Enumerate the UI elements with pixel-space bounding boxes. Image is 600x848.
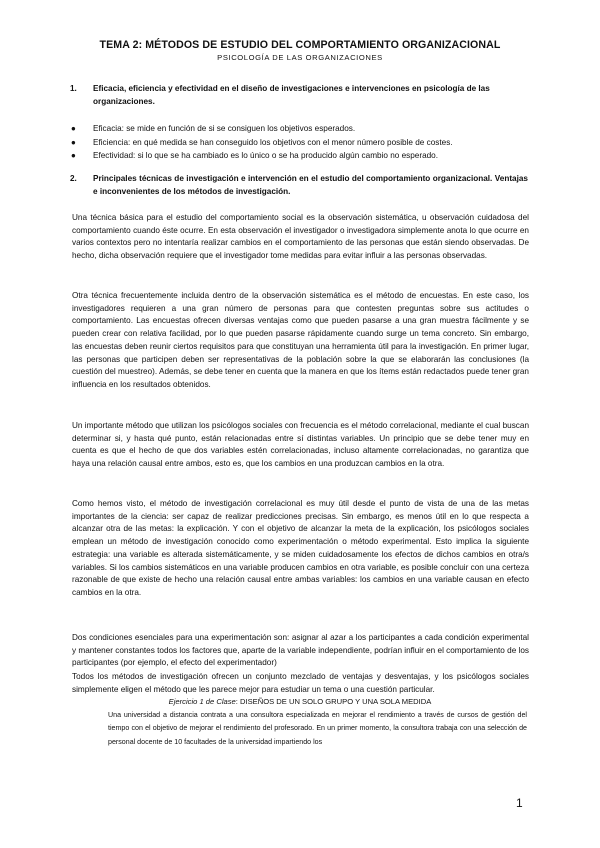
list-item <box>70 173 528 198</box>
exercise-label: Ejercicio 1 de Clase <box>168 697 236 706</box>
paragraph-encuestas: Otra técnica frecuentemente incluida dentro de la observación sistemática es el método de encuestas. En este caso, los investigadores requieren a una gran número de personas para que contesten preguntas sobre sus actitudes o comportamiento. Las encuestas ofrecen diversas ventajas como que pueden pasarse a una gran muestra fácilmente y se pueden crear con relativa facilidad, por lo que pueden pasarse rápidamente cuando surge un tema concreto. Sin embargo, las encuestas deben reunir ciertos requisitos para que constituyan una herramienta útil para la investigación. En primer lugar, las personas que participen deben ser representativas de la población sobre la que se elaborarán las conclusiones (la cuestión del muestreo). Además, se debe tener en cuenta que la manera en que los ítems están redactados puede tener gran influencia en los resultados obtenidos. <box>72 291 529 389</box>
exercise-separator: : <box>235 697 241 706</box>
paragraph-experimental: Como hemos visto, el método de investigación correlacional es muy útil desde el punto de vista de una de las metas importantes de la ciencia: ser capaz de realizar predicciones precisas. Sin embargo, es menos útil en lo que respecta a alcanzar otra de las metas: la explicación. Y con el objetivo de alcanzar la meta de la explicación, los psicólogos sociales emplean un método de investigación conocido como experimentación o método experimental. Esto implica la siguiente estrategia: una variable es alterada sistemáticamente, y se miden cuidadosamente los efectos de dichos cambios en otra/s variables. Si los cambios sistemáticos en una variable producen cambios en otra variable, es posible concluir con una certeza razonable de que existe de hecho una relación causal entre ambas variables: los cambios en una variable causan en efecto cambios en la otra. <box>72 499 529 597</box>
list-item-text: Principales técnicas de investigación e intervención en el estudio del comportamiento organizacional. Ventajas e inconvenientes de los métodos de investigación. <box>93 174 528 196</box>
paragraph-conclusion: Todos los métodos de investigación ofrecen un conjunto mezclado de ventajas y desventajas, y los psicólogos sociales simplemente eligen el método que les parece mejor para estudiar un tema o una cuestión particular. <box>72 672 529 694</box>
bullet-icon: ● <box>71 124 76 133</box>
paragraph-observacion: Una técnica básica para el estudio del comportamiento social es la observación sistemática, u observación cuidadosa del comportamiento cuando éste ocurre. En esta observación el investigador o investigadora simplemente anota lo que ocurre en varios contextos pero no intentaría realizar cambios en el comportamiento de las personas que están siendo observadas. De hecho, dicha observación requiere que el investigador tome medidas para evitar influir a las personas observadas. <box>72 213 529 261</box>
bullet-icon: ● <box>71 137 76 147</box>
exercise-heading <box>0 697 600 706</box>
list-item-number: 1. <box>70 84 77 93</box>
bullet-text: Efectividad: si lo que se ha cambiado es lo único o se ha producido algún cambio no esperado. <box>93 151 439 160</box>
bullet-item-eficiencia <box>71 136 533 150</box>
list-item-number: 2. <box>70 174 77 183</box>
document-title: TEMA 2: MÉTODOS DE ESTUDIO DEL COMPORTAMIENTO ORGANIZACIONAL <box>99 39 501 51</box>
page-number: 1 <box>516 796 523 810</box>
bullet-text: Eficacia: se mide en función de si se consiguen los objetivos esperados. <box>93 124 356 133</box>
bullet-list <box>71 122 533 163</box>
document-subtitle: PSICOLOGÍA DE LAS ORGANIZACIONES <box>217 53 383 62</box>
list-item <box>70 83 528 108</box>
exercise-title: DISEÑOS DE UN SOLO GRUPO Y UNA SOLA MEDIDA <box>240 697 432 706</box>
bullet-item-efectividad <box>71 149 533 163</box>
list-item-text: Eficacia, eficiencia y efectividad en el diseño de investigaciones e intervenciones en psicología de las organizaciones. <box>93 84 490 106</box>
bullet-icon: ● <box>71 151 76 160</box>
bullet-text: Eficiencia: en qué medida se han conseguido los objetivos con el menor número posible de costes. <box>93 137 453 147</box>
paragraph-correlacional: Un importante método que utilizan los psicólogos sociales con frecuencia es el método correlacional, mediante el cual buscan determinar si, y hasta qué punto, están relacionadas entre sí distintas variables. Un principio que se debe tener muy en cuenta es que el hecho de que dos variables estén correlacionadas, incluso altamente correlacionadas, no garantiza que haya una relación causal entre ambos, esto es, que los cambios en una produzcan cambios en la otra. <box>72 421 529 469</box>
paragraph-condiciones: Dos condiciones esenciales para una experimentación son: asignar al azar a los participantes a cada condición experimental y mantener constantes todos los factores que, aparte de la variable independiente, podrían influir en el comportamiento de los participantes (por ejemplo, el efecto del experimentador) <box>72 633 529 668</box>
bullet-item-eficacia <box>71 122 533 136</box>
exercise-body: Una universidad a distancia contrata a una consultora especializada en mejorar el rendimiento a través de cursos de gestión del tiempo con el objetivo de mejorar el rendimiento del profesorado. En un primer momento, la consultora trabaja con una selección de personal docente de 10 facultades de la universidad impartiendo los <box>108 711 527 746</box>
